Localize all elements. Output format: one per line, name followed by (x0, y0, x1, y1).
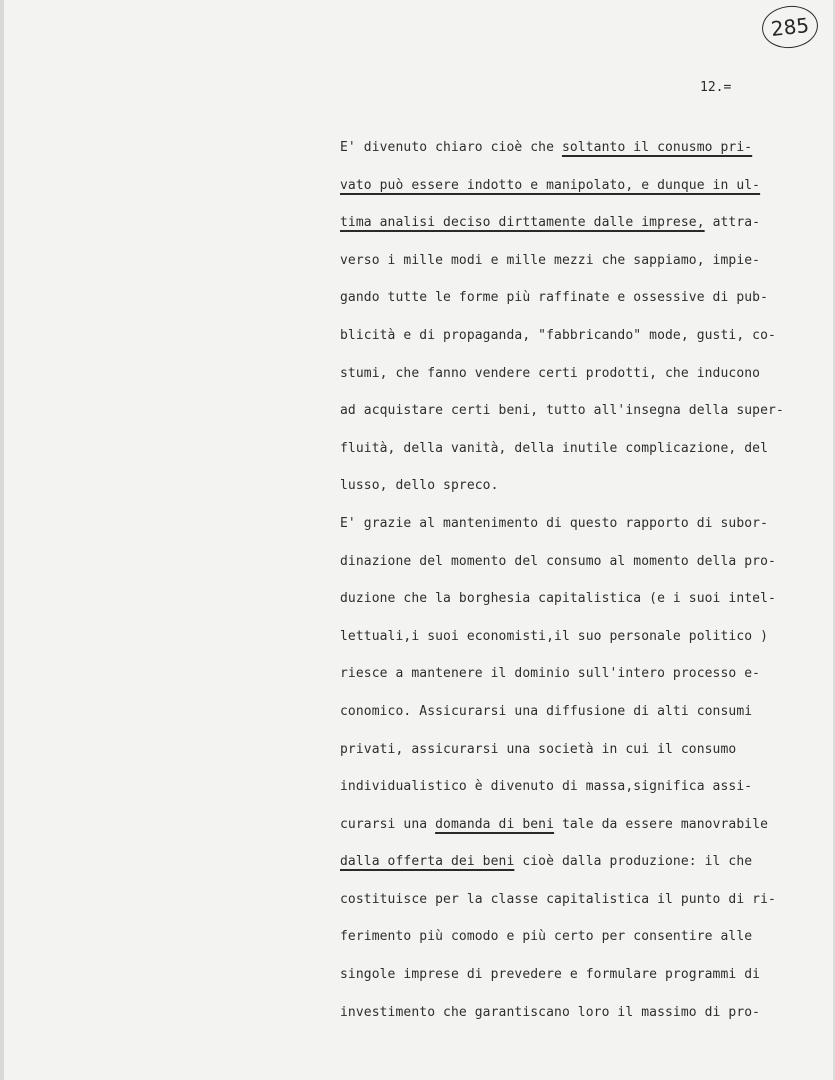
text-line: costituisce per la classe capitalistica il punto di ri- (340, 891, 776, 907)
text-line: riesce a mantenere il dominio sull'intero processo e- (340, 666, 761, 682)
text-line: conomico. Assicurarsi una diffusione di alti consumi (340, 703, 753, 719)
body-text (340, 138, 820, 1040)
text-line: dalla offerta dei beni cioè dalla produzione: il che (340, 854, 753, 870)
text-line: E' divenuto chiaro cioè che soltanto il conusmo pri- (340, 140, 753, 155)
text-line: individualistico è divenuto di massa,significa assi- (340, 779, 753, 795)
text-line: privati, assicurarsi una società in cui il consumo (340, 741, 737, 757)
scan-edge-left (0, 0, 4, 1080)
text-line: dinazione del momento del consumo al momento della pro- (340, 553, 776, 569)
text-line: blicità e di propaganda, "fabbricando" mode, gusti, co- (340, 327, 776, 343)
text-line: lettuali,i suoi economisti,il suo personale politico ) (340, 628, 769, 644)
text-line: tima analisi deciso dirttamente dalle imprese, attra- (340, 215, 761, 231)
text-line: ad acquistare certi beni, tutto all'insegna della super- (340, 403, 784, 419)
page-number: 12.= (700, 80, 732, 95)
text-line: curarsi una domanda di beni tale da essere manovrabile (340, 816, 769, 832)
text-line: verso i mille modi e mille mezzi che sappiamo, impie- (340, 252, 761, 268)
underlined-phrase: vato può essere indotto e manipolato, e dunque in ul- (340, 177, 761, 193)
text-line: stumi, che fanno vendere certi prodotti, che inducono (340, 365, 761, 381)
archive-stamp: 285 (760, 3, 820, 51)
text-line (340, 176, 820, 214)
underlined-phrase: soltanto il conusmo pri- (561, 140, 753, 155)
underlined-phrase: domanda di beni (435, 816, 555, 832)
underlined-phrase: dalla offerta dei beni (340, 854, 515, 870)
text-line: investimento che garantiscano loro il massimo di pro- (340, 1004, 761, 1020)
text-line: fluità, della vanità, della inutile complicazione, del (340, 440, 769, 456)
text-line: E' grazie al mantenimento di questo rapporto di subor- (340, 515, 769, 531)
text-line: gando tutte le forme più raffinate e ossessive di pub- (340, 290, 769, 306)
text-line: lusso, dello spreco. (340, 478, 499, 494)
text-line: ferimento più comodo e più certo per consentire alle (340, 929, 753, 945)
text-line: duzione che la borghesia capitalistica (e i suoi intel- (340, 591, 776, 607)
text-line: singole imprese di prevedere e formulare programmi di (340, 967, 761, 983)
underlined-phrase: tima analisi deciso dirttamente dalle imprese, (340, 215, 705, 231)
